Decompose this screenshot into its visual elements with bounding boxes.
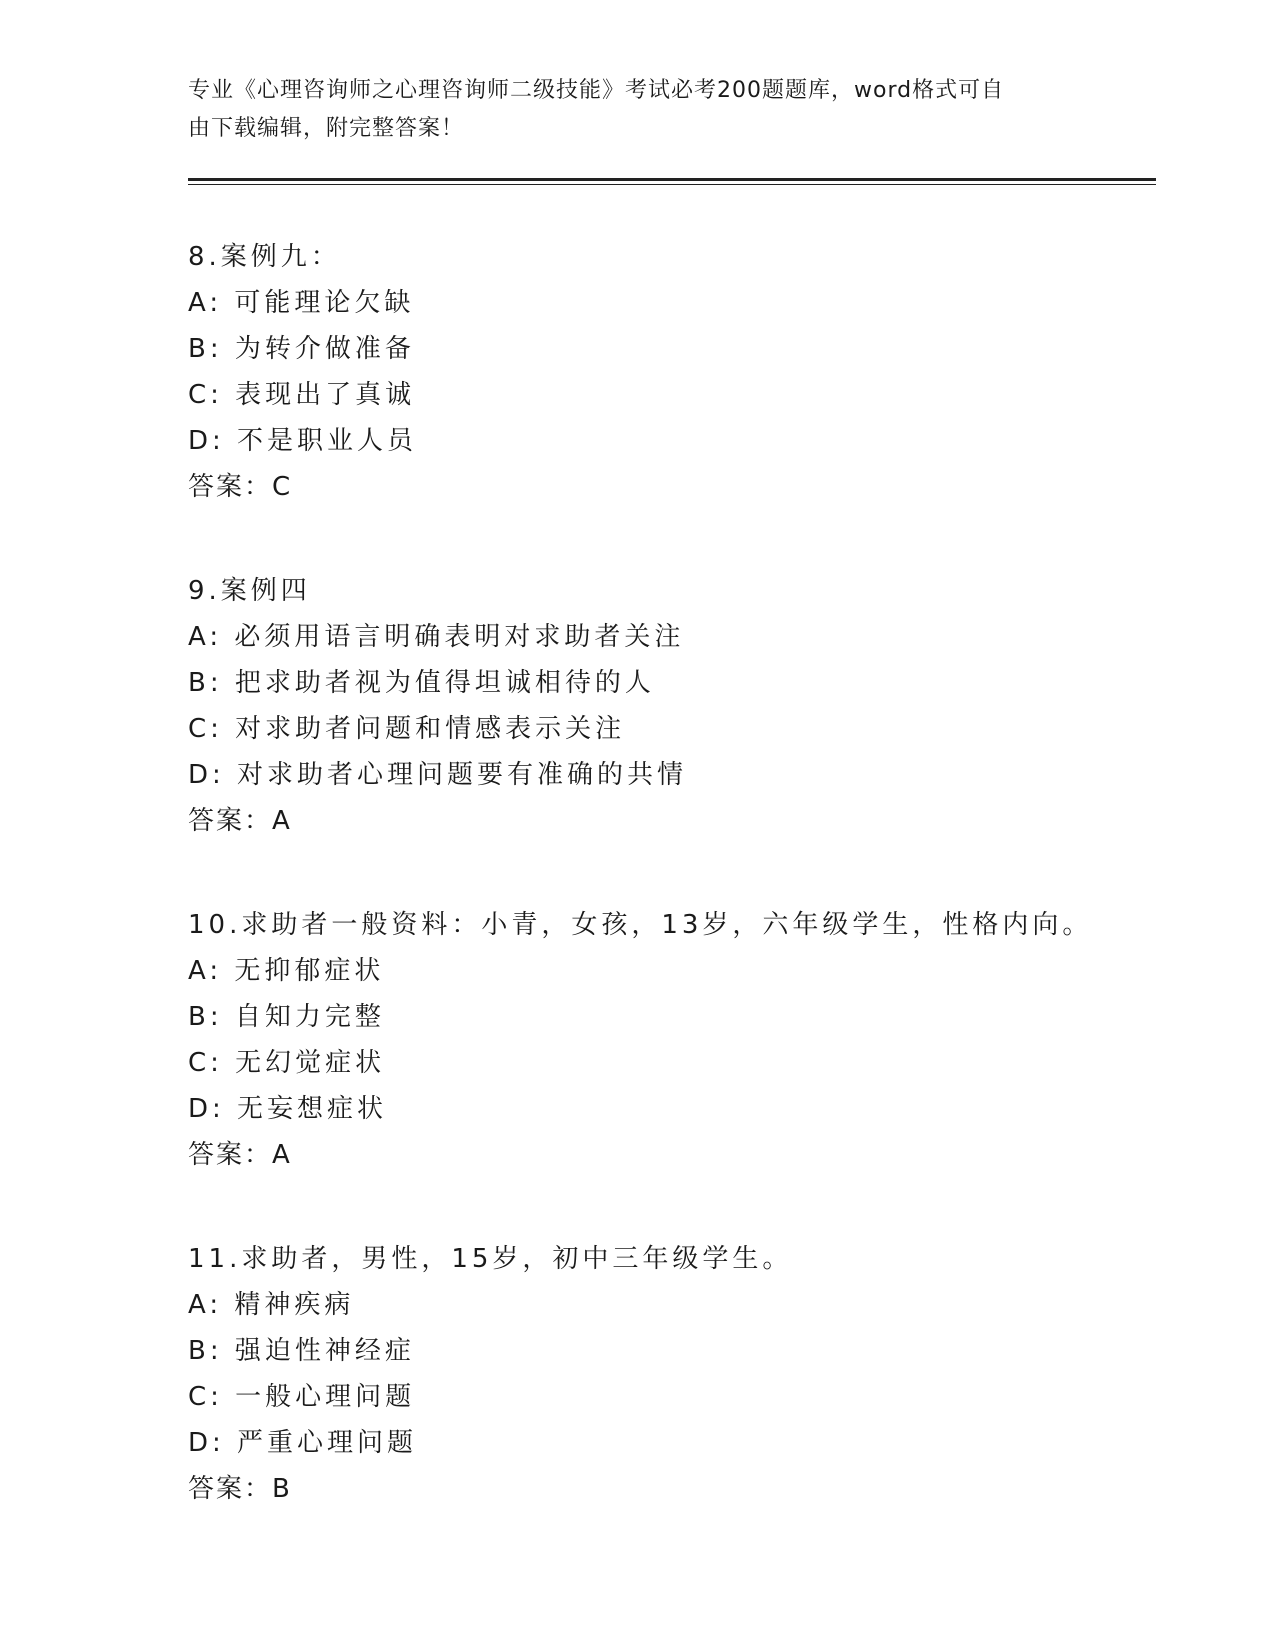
option-b: B: 把求助者视为值得坦诚相待的人	[188, 668, 655, 698]
question-title: 10.求助者一般资料：小青，女孩，13岁，六年级学生，性格内向。	[188, 910, 1093, 940]
option-d: D: 对求助者心理问题要有准确的共情	[188, 760, 688, 790]
header-divider-thin	[188, 184, 1156, 185]
option-b: B: 为转介做准备	[188, 334, 415, 364]
header-divider-thick	[188, 178, 1156, 181]
option-d: D: 无妄想症状	[188, 1094, 388, 1124]
question-title: 11.求助者，男性，15岁，初中三年级学生。	[188, 1244, 793, 1274]
option-a: A: 无抑郁症状	[188, 956, 385, 986]
answer-line: 答案：A	[188, 1140, 292, 1170]
option-c: C: 无幻觉症状	[188, 1048, 386, 1078]
option-b: B: 强迫性神经症	[188, 1336, 415, 1366]
option-d: D: 不是职业人员	[188, 426, 418, 456]
question-item	[188, 234, 1148, 510]
header-line-2: 由下载编辑，附完整答案！	[188, 116, 465, 141]
document-header	[188, 72, 1068, 148]
option-b: B: 自知力完整	[188, 1002, 385, 1032]
option-c: C: 对求助者问题和情感表示关注	[188, 714, 626, 744]
option-a: A: 必须用语言明确表明对求助者关注	[188, 622, 685, 652]
question-title: 9.案例四	[188, 576, 311, 606]
question-item	[188, 902, 1148, 1178]
header-line-1: 专业《心理咨询师之心理咨询师二级技能》考试必考200题题库，word格式可自	[188, 78, 1005, 103]
question-item	[188, 1236, 1148, 1512]
option-c: C: 表现出了真诚	[188, 380, 416, 410]
answer-line: 答案：B	[188, 1474, 292, 1504]
option-a: A: 精神疾病	[188, 1290, 355, 1320]
question-item	[188, 568, 1148, 844]
option-d: D: 严重心理问题	[188, 1428, 418, 1458]
option-a: A: 可能理论欠缺	[188, 288, 415, 318]
question-title: 8.案例九：	[188, 242, 341, 272]
option-c: C: 一般心理问题	[188, 1382, 416, 1412]
answer-line: 答案：A	[188, 806, 292, 836]
answer-line: 答案：C	[188, 472, 293, 502]
question-list	[188, 234, 1148, 1570]
